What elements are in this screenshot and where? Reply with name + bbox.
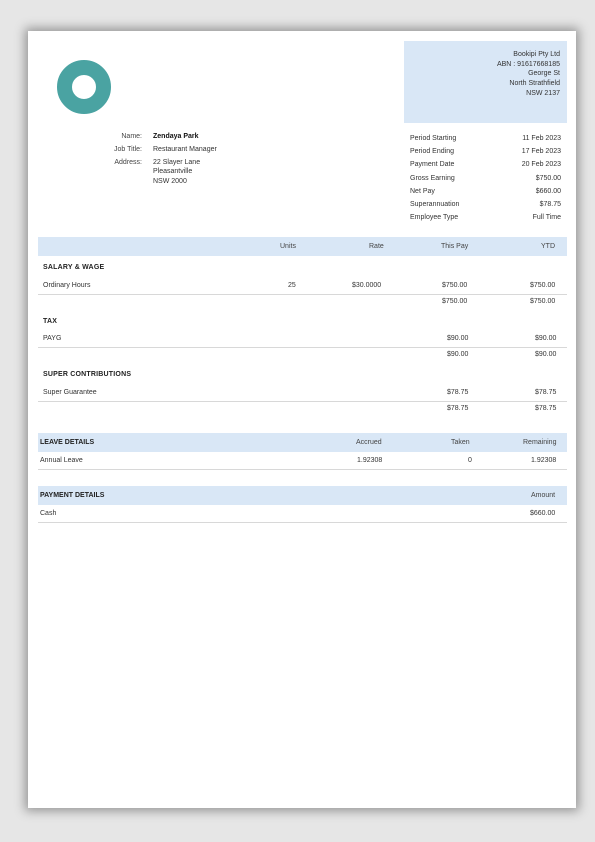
ytd-header: YTD bbox=[541, 243, 555, 250]
accrued-header: Accrued bbox=[356, 439, 382, 446]
subtotal-ytd: $750.00 bbox=[530, 298, 556, 305]
this-pay-header: This Pay bbox=[441, 243, 469, 250]
summary-value: 17 Feb 2023 bbox=[521, 148, 561, 156]
units-header: Units bbox=[280, 243, 296, 250]
super-section-title: SUPER CONTRIBUTIONS bbox=[43, 371, 132, 378]
divider bbox=[38, 469, 567, 470]
address-line: Pleasantville bbox=[153, 168, 193, 176]
row-label: Annual Leave bbox=[40, 457, 83, 464]
subtotal-this-pay: $78.75 bbox=[447, 405, 469, 412]
leave-title: LEAVE DETAILS bbox=[40, 439, 95, 446]
summary-label: Net Pay bbox=[410, 187, 435, 195]
pay-summary bbox=[410, 132, 561, 224]
summary-label: Period Ending bbox=[410, 148, 454, 156]
subtotal-row bbox=[38, 293, 567, 311]
row-label: Ordinary Hours bbox=[43, 282, 91, 289]
summary-value: 20 Feb 2023 bbox=[521, 161, 561, 169]
row-this-pay: $90.00 bbox=[447, 335, 469, 342]
row-this-pay: $78.75 bbox=[447, 389, 469, 396]
company-info-box bbox=[404, 41, 567, 123]
subtotal-ytd: $90.00 bbox=[535, 351, 557, 358]
summary-label: Gross Earning bbox=[410, 174, 455, 182]
summary-value: 11 Feb 2023 bbox=[522, 135, 561, 142]
pay-table-header bbox=[38, 237, 567, 256]
company-street: George St bbox=[528, 70, 560, 78]
summary-label: Payment Date bbox=[410, 161, 455, 169]
name-label: Name: bbox=[121, 133, 142, 140]
company-logo-icon bbox=[57, 60, 111, 114]
employee-details bbox=[98, 132, 217, 187]
summary-row bbox=[410, 198, 561, 211]
row-units: 25 bbox=[288, 282, 296, 289]
summary-label: Superannuation bbox=[410, 200, 460, 208]
row-this-pay: $750.00 bbox=[442, 282, 468, 289]
payment-table-header bbox=[38, 486, 567, 505]
company-abn: ABN : 91617668185 bbox=[496, 60, 560, 68]
taken-header: Taken bbox=[451, 439, 470, 446]
company-suburb: North Strathfield bbox=[509, 80, 560, 88]
summary-row bbox=[410, 185, 561, 198]
rate-header: Rate bbox=[369, 243, 384, 250]
address-label: Address: bbox=[114, 158, 142, 166]
row-accrued: 1.92308 bbox=[357, 457, 383, 464]
salary-section-title: SALARY & WAGE bbox=[43, 264, 105, 271]
summary-row bbox=[410, 132, 561, 145]
summary-row bbox=[410, 211, 561, 224]
employee-address bbox=[153, 158, 200, 187]
row-label: Cash bbox=[40, 510, 57, 517]
amount-header: Amount bbox=[531, 492, 556, 499]
employee-name: Zendaya Park bbox=[153, 133, 199, 140]
summary-label: Employee Type bbox=[410, 214, 459, 222]
payslip-page bbox=[28, 31, 576, 808]
summary-row bbox=[410, 158, 561, 171]
subtotal-this-pay: $90.00 bbox=[447, 351, 469, 358]
remaining-header: Remaining bbox=[523, 439, 557, 446]
table-row bbox=[38, 452, 567, 470]
employee-job-title: Restaurant Manager bbox=[153, 145, 217, 153]
leave-table-header bbox=[38, 433, 567, 452]
row-ytd: $78.75 bbox=[535, 389, 557, 396]
summary-label: Period Starting bbox=[410, 135, 457, 142]
row-rate: $30.0000 bbox=[352, 282, 382, 289]
job-title-label: Job Title: bbox=[113, 145, 142, 153]
address-line: NSW 2000 bbox=[153, 178, 187, 186]
subtotal-ytd: $78.75 bbox=[535, 405, 557, 412]
summary-row bbox=[410, 172, 561, 185]
summary-row bbox=[410, 145, 561, 158]
company-name: Bookipi Pty Ltd bbox=[513, 51, 560, 58]
subtotal-row bbox=[38, 400, 567, 418]
row-remaining: 1.92308 bbox=[531, 457, 557, 464]
payment-title: PAYMENT DETAILS bbox=[40, 492, 105, 499]
summary-value: $750.00 bbox=[535, 174, 561, 182]
summary-value: Full Time bbox=[532, 214, 561, 222]
subtotal-row bbox=[38, 346, 567, 364]
subtotal-this-pay: $750.00 bbox=[442, 298, 468, 305]
row-amount: $660.00 bbox=[530, 510, 556, 517]
summary-value: $78.75 bbox=[539, 200, 561, 208]
row-ytd: $90.00 bbox=[535, 335, 557, 342]
summary-value: $660.00 bbox=[535, 187, 561, 195]
table-row bbox=[38, 505, 567, 523]
address-line: 22 Slayer Lane bbox=[153, 158, 201, 166]
row-label: Super Guarantee bbox=[43, 389, 97, 396]
row-ytd: $750.00 bbox=[530, 282, 556, 289]
tax-section-title: TAX bbox=[43, 318, 58, 325]
row-taken: 0 bbox=[468, 457, 472, 464]
row-label: PAYG bbox=[43, 335, 62, 342]
company-state-postcode: NSW 2137 bbox=[526, 89, 560, 97]
divider bbox=[38, 522, 567, 523]
